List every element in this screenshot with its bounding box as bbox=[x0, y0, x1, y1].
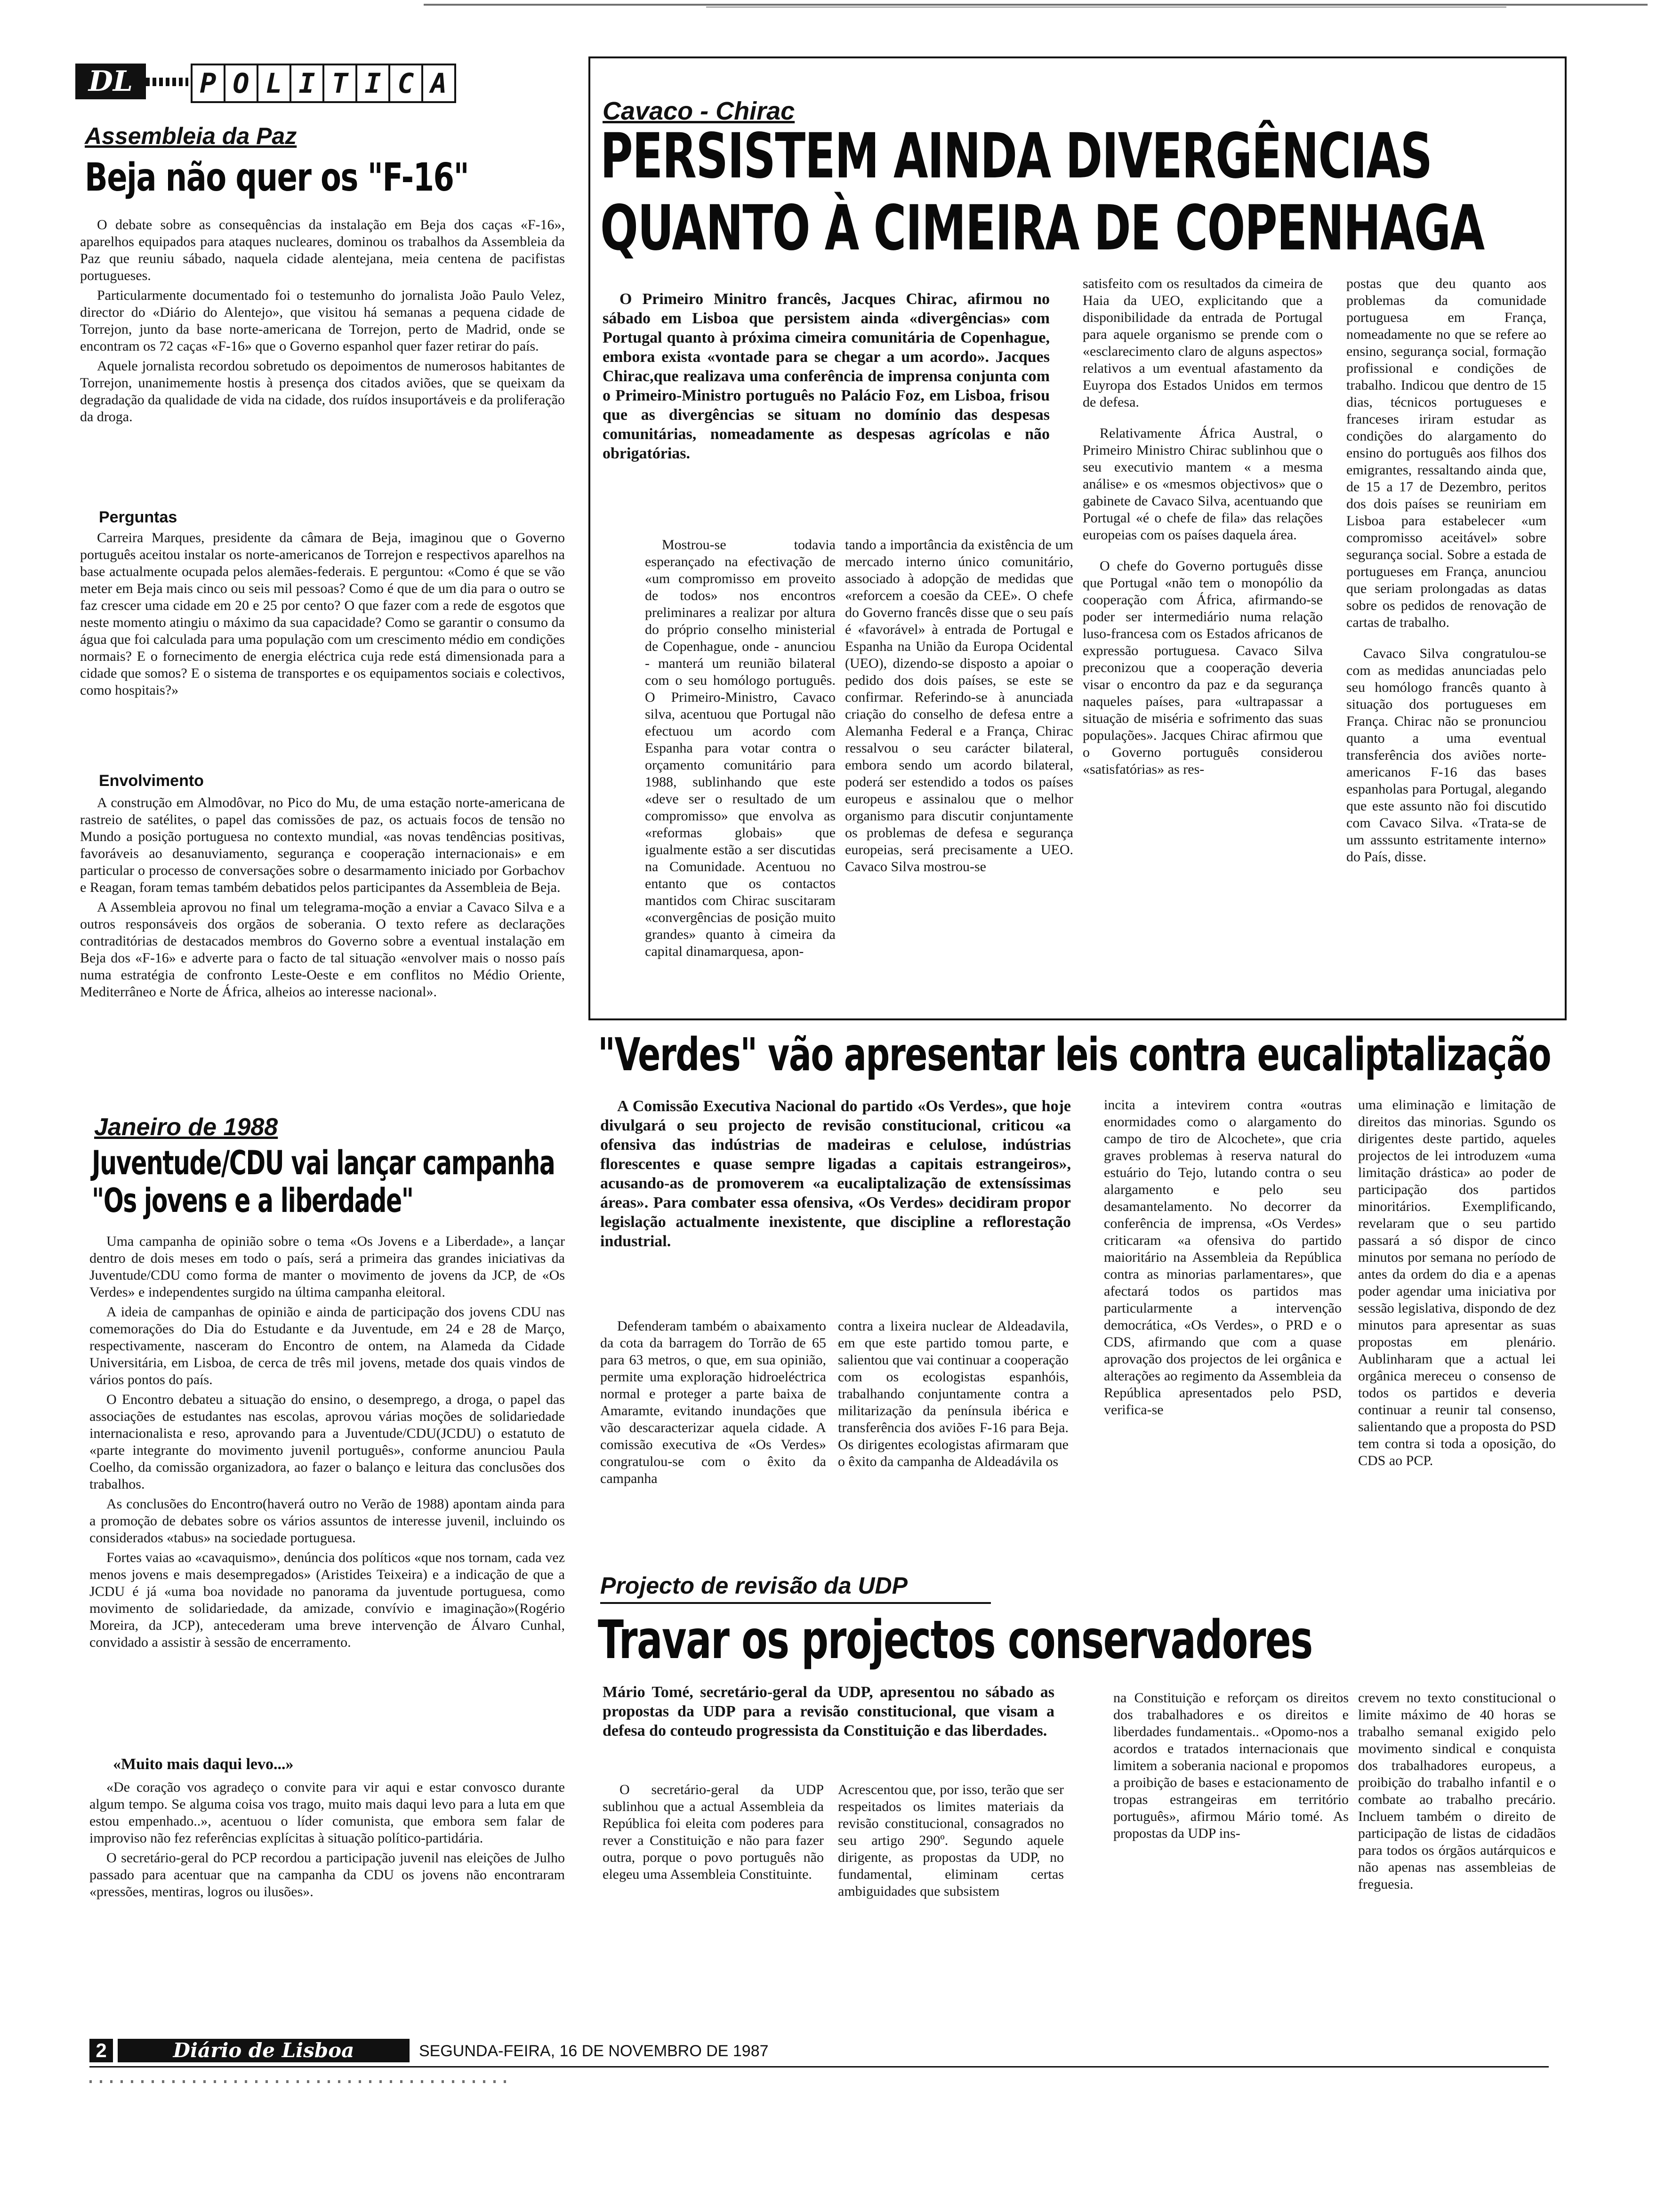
section-letter: A bbox=[421, 64, 456, 103]
chirac-col-3 bbox=[1083, 275, 1323, 781]
verdes-paragraph: uma eliminação e limitação de direitos das minorias. Sgundo os dirigentes deste partido, aqueles projectos de lei introduzem «uma limitação drástica» ao poder de participação dos partidos minoritários. Exemplificando, revelaram que o seu partido passará a só dispor de cinco minutos por semana no período de antes da ordem do dia e a apenas poder agendar uma iniciativa por sessão legislativa, dispondo de dez minutos para apresentar as suas propostas em plenário. Aublinharam que a actual lei orgânica mereceu o consenso de todos os partidos e deveria continuar a reunir tal consenso, salientando que a proposta do PSD tem contra si toda a oposição, do CDS ao PCP. bbox=[1358, 1097, 1556, 1468]
jcp-paragraph: O Encontro debateu a situação do ensino, o desemprego, a droga, o papel das associações de estudantes nas escolas, aprovou várias moções de solidariedade internacionalista e reso, aprovando para a Juventude/CDU(JCDU) o estatuto de «parte integrante do movimento juvenil português», conforme anunciou Paula Coelho, da comissão organizadora, ao fazer o balanço e leitura das conclusões dos trabalhos. bbox=[89, 1392, 565, 1492]
chirac-lead bbox=[603, 289, 1050, 466]
jcp-kicker: Janeiro de 1988 bbox=[94, 1114, 278, 1141]
jcp-body-2 bbox=[89, 1779, 565, 1903]
chirac-headline-1: PERSISTEM AINDA DIVERGÊNCIAS bbox=[600, 120, 1432, 192]
footer-date: SEGUNDA-FEIRA, 16 DE NOVEMBRO DE 1987 bbox=[419, 2042, 769, 2060]
udp-lead-text: Mário Tomé, secretário-geral da UDP, apresentou no sábado as propostas da UDP para a revisão constitucional, que visam a defesa do conteudo progressista da Constituição e das liberdades. bbox=[603, 1683, 1054, 1739]
chirac-col-4 bbox=[1346, 275, 1546, 868]
chirac-paragraph: tando a importância da existência de um mercado interno único comunitário, associado à adopção de medidas que «reforcem a coesão da CEE». O chefe do Governo francês disse que o seu país é «favorável» à entrada de Portugal e Espanha na União da Europa Ocidental (UEO), dizendo-se disposto a apoiar o pedido dos dois países, se este se confirmar. Referindo-se à anunciada criação do conselho de defesa entre a Alemanha Federal e a França, Chirac ressalvou o seu carácter bilateral, embora sendo um acordo bilateral, poderá ser estendido a todos os países europeus e assinalou que o melhor organismo para discutir conjuntamente os problemas de defesa e segurança europeias, será precisamente a UEO. Cavaco Silva mostrou-se bbox=[845, 537, 1073, 874]
section-letter: T bbox=[322, 64, 357, 103]
chirac-headline-2: QUANTO À CIMEIRA DE COPENHAGA bbox=[600, 192, 1484, 264]
chirac-col-2 bbox=[845, 537, 1073, 878]
udp-col-3 bbox=[1113, 1690, 1349, 1845]
udp-paragraph: crevem no texto constitucional o limite máximo de 40 horas se trabalho semanal exigido pelo movimento sindical e conquista dos trabalhadores europeus, a proibição do trabalho infantil e o combate ao trabalho precário. Incluem também o direito de participação de listas de cidadãos para todos os órgãos autárquicos e não apenas nas assembleias de freguesia. bbox=[1358, 1690, 1556, 1892]
section-label bbox=[191, 64, 456, 99]
beja-paragraph: Aquele jornalista recordou sobretudo os depoimentos de numerosos habitantes de Torrejon, unanimemente hostis à presença dos citados aviões, que se queixam da degradação da qualidade de vida na cidade, dos ruídos insuportáveis e da proliferação da droga. bbox=[80, 358, 565, 425]
udp-col-2 bbox=[838, 1781, 1064, 1903]
udp-col-4 bbox=[1358, 1690, 1556, 1896]
verdes-headline: "Verdes" vão apresentar leis contra eucaliptalização bbox=[598, 1028, 1551, 1081]
jcp-headline-2: "Os jovens e a liberdade" bbox=[92, 1181, 413, 1220]
verdes-col-4 bbox=[1358, 1097, 1556, 1472]
top-rule bbox=[424, 4, 1648, 6]
beja-subhead-envolvimento: Envolvimento bbox=[99, 772, 204, 790]
jcp-paragraph: «De coração vos agradeço o convite para vir aqui e estar convosco durante algum tempo. Se alguma coisa vos trago, muito mais daqui levo para a luta em que estou empenhado..», acentuou o líder comunista, que embora sem falar de improviso não fez referências explícitas à situação político-partidária. bbox=[89, 1779, 565, 1846]
chirac-lead-text: O Primeiro Minitro francês, Jacques Chirac, afirmou no sábado em Lisboa que persistem ainda «divergências» com Portugal quanto à próxima cimeira comunitária de Copenhague, embora exista «vontade para se chegar a um acordo». Jacques Chirac,que realizava uma conferência de imprensa conjunta com o Primeiro-Ministro português no Palácio Foz, em Lisboa, frisou que as divergências se situam no domínio das despesas comunitárias, nomeadamente as despesas agrícolas e não obrigatórias. bbox=[603, 290, 1050, 462]
udp-paragraph: O secretário-geral da UDP sublinhou que a actual Assembleia da República foi eleita com poderes para rever a Constituição e não para fazer outra, porque o povo português não elegeu uma Assembleia Constituinte. bbox=[603, 1782, 824, 1882]
beja-body-3 bbox=[80, 794, 565, 1003]
chirac-paragraph: Relativamente África Austral, o Primeiro Ministro Chirac sublinhou que o seu executivio mantem « a mesma análise» e os «mesmos objectivos» que o gabinete de Cavaco Silva, acentuando que Portugal «é o chefe de fila» das relações europeias com os países daquela área. bbox=[1083, 425, 1323, 543]
jcp-paragraph: A ideia de campanhas de opinião e ainda de participação dos jovens CDU nas comemorações do Dia do Estudante e da Juventude, em 24 e 28 de Março, respectivamente, nasceram do Encontro de ontem, na Alameda da Cidade Universitária, em Lisboa, de cerca de três mil jovens, metade dos quais vindos de vários pontos do país. bbox=[89, 1304, 565, 1387]
verdes-col-1 bbox=[600, 1318, 826, 1490]
chirac-paragraph: Cavaco Silva congratulou-se com as medidas anunciadas pelo seu homólogo francês quanto à situação dos portugueses em França. Chirac não se pronunciou quanto a uma eventual transferência dos aviões norte-americanos F-16 das bases espanholas para Portugal, alegando que este assunto não foi discutido com Cavaco Silva. «Trata-se de um asssunto estritamente interno» do País, disse. bbox=[1346, 646, 1546, 865]
udp-lead bbox=[603, 1683, 1054, 1743]
jcp-paragraph: Uma campanha de opinião sobre o tema «Os Jovens e a Liberdade», a lançar dentro de dois meses em todo o país, será a primeira das grandes iniciativas da Juventude/CDU como forma de manter o movimento de jovens da JCP, de «Os Verdes» e independentes surgido na última campanha eleitoral. bbox=[89, 1234, 565, 1300]
udp-paragraph: Acrescentou que, por isso, terão que ser respeitados os limites materiais da revisão constitucional, consagrados no seu artigo 290º. Segundo aquele dirigente, as propostas da UDP, no fundamental, eliminam certas ambiguidades que subsistem bbox=[838, 1782, 1064, 1899]
beja-paragraph: O debate sobre as consequências da instalação em Beja dos caças «F-16», aparelhos equipados para ataques nucleares, dominou os trabalhos da Assembleia da Paz que reuniu sábado, naquela cidade alentejana, meia centena de pacifistas portugueses. bbox=[80, 217, 565, 283]
beja-paragraph: Carreira Marques, presidente da câmara de Beja, imaginou que o Governo português aceitou instalar os norte-americanos de Torrejon e respectivos aparelhos na base actualmente ocupada pelos alemães-federais. E perguntou: «Como é que se vão meter em Beja mais cinco ou seis mil pessoas? Como é que de um dia para o outro se faz crescer uma cidade em 20 e 25 por cento? O que fazer com a rede de esgotos que neste momento atingiu o máximo da sua capacidade? Como se garantir o consumo da água que foi calculada para uma população com um crescimento médio em condições normais? E o fornecimento de energia eléctrica cuja rede está dimensionada para a cidade que somos? E o sistema de transportes e os equipamentos sociais e colectivos, como hospitais?» bbox=[80, 530, 565, 698]
footer-masthead: Diário de Lisboa bbox=[118, 2039, 410, 2062]
udp-kicker: Projecto de revisão da UDP bbox=[600, 1572, 908, 1599]
beja-body bbox=[80, 216, 565, 428]
beja-kicker: Assembleia da Paz bbox=[85, 123, 297, 149]
verdes-paragraph: incita a intevirem contra «outras enormidades como o alargamento do campo de tiro de Alcochete», que cria graves problemas à reserva natural do estuário do Tejo, lutando contra o seu alargamento e pelo seu desamantelamento. No decorrer da conferência de imprensa, «Os Verdes» criticaram «a ofensiva do partido maioritário na Assembleia da República contra as minorias parlamentares», que afectará todos os partidos mas particularmente a intervenção democrática, «Os Verdes», o PRD e o CDS, afirmando que com a quase aprovação dos projectos de lei orgânica e alterações ao regimento da Assembleia da República apresentados pelo PSD, verifica-se bbox=[1104, 1097, 1342, 1418]
jcp-paragraph: Fortes vaias ao «cavaquismo», denúncia dos políticos «que nos tornam, cada vez menos jovens e mais desempregados» (Aristides Teixeira) e a indicação de que a JCDU é já «uma boa novidade no panorama da juventude portuguesa, como movimento de solidariedade, da amizade, convívio e imaginação»(Rogério Moreira, da JCP), antecederam uma breve intervenção de Álvaro Cunhal, convidado a assistir à sessão de encerramento. bbox=[89, 1550, 565, 1650]
verdes-col-3 bbox=[1104, 1097, 1342, 1421]
jcp-headline-1: Juventude/CDU vai lançar campanha bbox=[92, 1144, 555, 1182]
top-rule-2 bbox=[706, 7, 1506, 8]
footer-rule bbox=[89, 2066, 1549, 2068]
udp-kicker-rule bbox=[600, 1602, 991, 1604]
beja-paragraph: Particularmente documentado foi o testemunho do jornalista João Paulo Velez, director do «Diário do Alentejo», que visitou há semanas a pequena cidade de Torrejon, junto da base norte-americana de Torrejon, perto de Madrid, onde se encontram os 72 caças «F-16» que o Governo espanhol quer fazer retirar do país. bbox=[80, 288, 565, 354]
footer-dots bbox=[89, 2080, 513, 2083]
udp-col-1 bbox=[603, 1781, 824, 1886]
verdes-lead-text: A Comissão Executiva Nacional do partido «Os Verdes», que hoje divulgará o seu projecto de revisão constitucional, criticou «a ofensiva das indústrias de madeiras e celulose, indústrias florescentes e quase sempre ligadas a capitais estrangeiros», acusando-as de promoverem «a eucaliptalização de extensíssimas áreas». Para combater essa ofensiva, «Os Verdes» decidiram propor legislação actualmente inexistente, que discipline a reflorestação industrial. bbox=[600, 1098, 1071, 1250]
verdes-paragraph: contra a lixeira nuclear de Aldeadavila, em que este partido tomou parte, e salientou que vai continuar a cooperação com os ecologistas espanhóis, trabalhando conjuntamente contra a militarização da península ibérica e transferência dos aviões F-16 para Beja. Os dirigentes ecologistas afirmaram que o êxito da campanha de Aldeadávila os bbox=[838, 1318, 1069, 1469]
chirac-col-1 bbox=[645, 537, 836, 963]
beja-paragraph: A Assembleia aprovou no final um telegrama-moção a enviar a Cavaco Silva e a outros responsáveis dos orgãos de soberania. O texto refere as declarações contraditórias de destacados membros do Governo sobre a eventual instalação em Beja dos «F-16» e adverte para o facto de tal situação «envolver mais o nosso país numa estratégia de confronto Leste-Oeste e em conflitos no Médio Oriente, Mediterrâneo e Norte de África, alheios ao interesse nacional». bbox=[80, 899, 565, 1000]
section-header bbox=[75, 64, 541, 99]
beja-body-2 bbox=[80, 529, 565, 702]
section-letter: O bbox=[224, 64, 258, 103]
jcp-body bbox=[89, 1233, 565, 1654]
beja-headline: Beja não quer os "F-16" bbox=[85, 155, 469, 200]
section-dots bbox=[146, 78, 188, 86]
chirac-paragraph: Mostrou-se todavia esperançado na efectivação de «um compromisso em proveito de todos» nos encontros preliminares a realizar por altura do próprio conselho ministerial de Copenhague, onde - anunciou - manterá um reunião bilateral com o seu homólogo português. O Primeiro-Ministro, Cavaco silva, acentuou que Portugal não efectuou um acordo com Espanha para votar contra o orçamento comunitário para 1988, sublinhando que este «deve ser o resultado de um compromisso» que envolva as «reformas globais» que igualmente estão a ser discutidas na Comunidade. Acentuou no entanto que os contactos mantidos com Chirac suscitaram «convergências de posição muito grandes» quanto à cimeira da capital dinamarquesa, apon- bbox=[645, 537, 836, 959]
jcp-paragraph: As conclusões do Encontro(haverá outro no Verão de 1988) apontam ainda para a promoção de debates sobre os vários assuntos de interesse juvenil, incluindo os considerados «tabus» na sociedade portuguesa. bbox=[89, 1496, 565, 1546]
verdes-lead bbox=[600, 1097, 1071, 1254]
section-letter: P bbox=[191, 64, 225, 103]
section-letter: L bbox=[257, 64, 291, 103]
verdes-paragraph: Defenderam também o abaixamento da cota da barragem do Torrão de 65 para 63 metros, o que, em sua opinião, permite uma exploração hidroeléctrica normal e proteger a parte baixa de Amaramte, evitando inundações que vão descaracterizar aquela cidade. A comissão executiva de «Os Verdes» congratulou-se com o êxito da campanha bbox=[600, 1318, 826, 1486]
section-letter: I bbox=[290, 64, 324, 103]
verdes-col-2 bbox=[838, 1318, 1069, 1473]
jcp-subhead: «Muito mais daqui levo...» bbox=[113, 1755, 294, 1773]
chirac-paragraph: satisfeito com os resultados da cimeira de Haia da UEO, explicitando que a disponibilidade da entrada de Portugal para aquele organismo se prende com o «esclarecimento claro de alguns aspectos» relativos a um eventual afastamento da Euyropa dos Estados Unidos em termos de defesa. bbox=[1083, 276, 1323, 410]
section-logo: DL bbox=[75, 64, 146, 99]
udp-paragraph: na Constituição e reforçam os direitos dos trabalhadores e os direitos e liberdades fundamentais.. «Opomo-nos a acordos e tratados internacionais que limitem a soberania nacional e propomos a proibição de bases e estacionamento de tropas estrangeiras em território português», afirmou Mário tomé. As propostas da UDP ins- bbox=[1113, 1690, 1349, 1841]
section-letter: I bbox=[355, 64, 390, 103]
chirac-paragraph: postas que deu quanto aos problemas da comunidade portuguesa em França, nomeadamente no que se refere ao ensino, segurança social, formação profissional e condições de trabalho. Indicou que dentro de 15 dias, técnicos portugueses e franceses iriram estudar as condições do alargamento do ensino do português aos filhos dos emigrantes, ressaltando ainda que, de 15 a 17 de Dezembro, peritos dos dois países se reuniriam em Lisboa para estabelecer «um compromisso aceitável» sobre segurança social. Sobre a estada de portugueses em França, anunciou que seriam prolongadas as datas sobre os pedidos de renovação de cartas de trabalho. bbox=[1346, 276, 1546, 630]
jcp-paragraph: O secretário-geral do PCP recordou a participação juvenil nas eleições de Julho passado para acentuar que na campanha da CDU os jovens não encontraram «pressões, mentiras, logros ou ilusões». bbox=[89, 1850, 565, 1899]
footer-bar bbox=[89, 2039, 1549, 2062]
beja-subhead-perguntas: Perguntas bbox=[99, 508, 177, 526]
beja-paragraph: A construção em Almodôvar, no Pico do Mu, de uma estação norte-americana de rastreio de satélites, o papel das comissões de paz, os actuais focos de tensão no Mundo a posição portuguesa no contexto mundial, «as novas tendências positivas, favoráveis ao desanuviamento, segurança e cooperação internacionais» e em particular o processo de conversações sobre o desarmamento iniciado por Gorbachov e Reagan, foram temas também debatidos pelos participantes da Assembleia de Beja. bbox=[80, 795, 565, 895]
chirac-paragraph: O chefe do Governo português disse que Portugal «não tem o monopólio da cooperação com África, afirmando-se poder ser intermediário numa relação luso-francesa com os Estados africanos de expressão portuguesa. Cavaco Silva preconizou que a cooperação deveria visar o encontro da paz e da segurança naqueles países, para «ultrapassar a situação de miséria e sofrimento das suas populações». Jacques Chirac afirmou que o Governo português considerou «satisfatórias» as res- bbox=[1083, 558, 1323, 777]
footer-page-number: 2 bbox=[89, 2039, 113, 2062]
chirac-kicker: Cavaco - Chirac bbox=[603, 97, 795, 125]
section-letter: C bbox=[388, 64, 423, 103]
udp-headline: Travar os projectos conservadores bbox=[598, 1610, 1312, 1671]
